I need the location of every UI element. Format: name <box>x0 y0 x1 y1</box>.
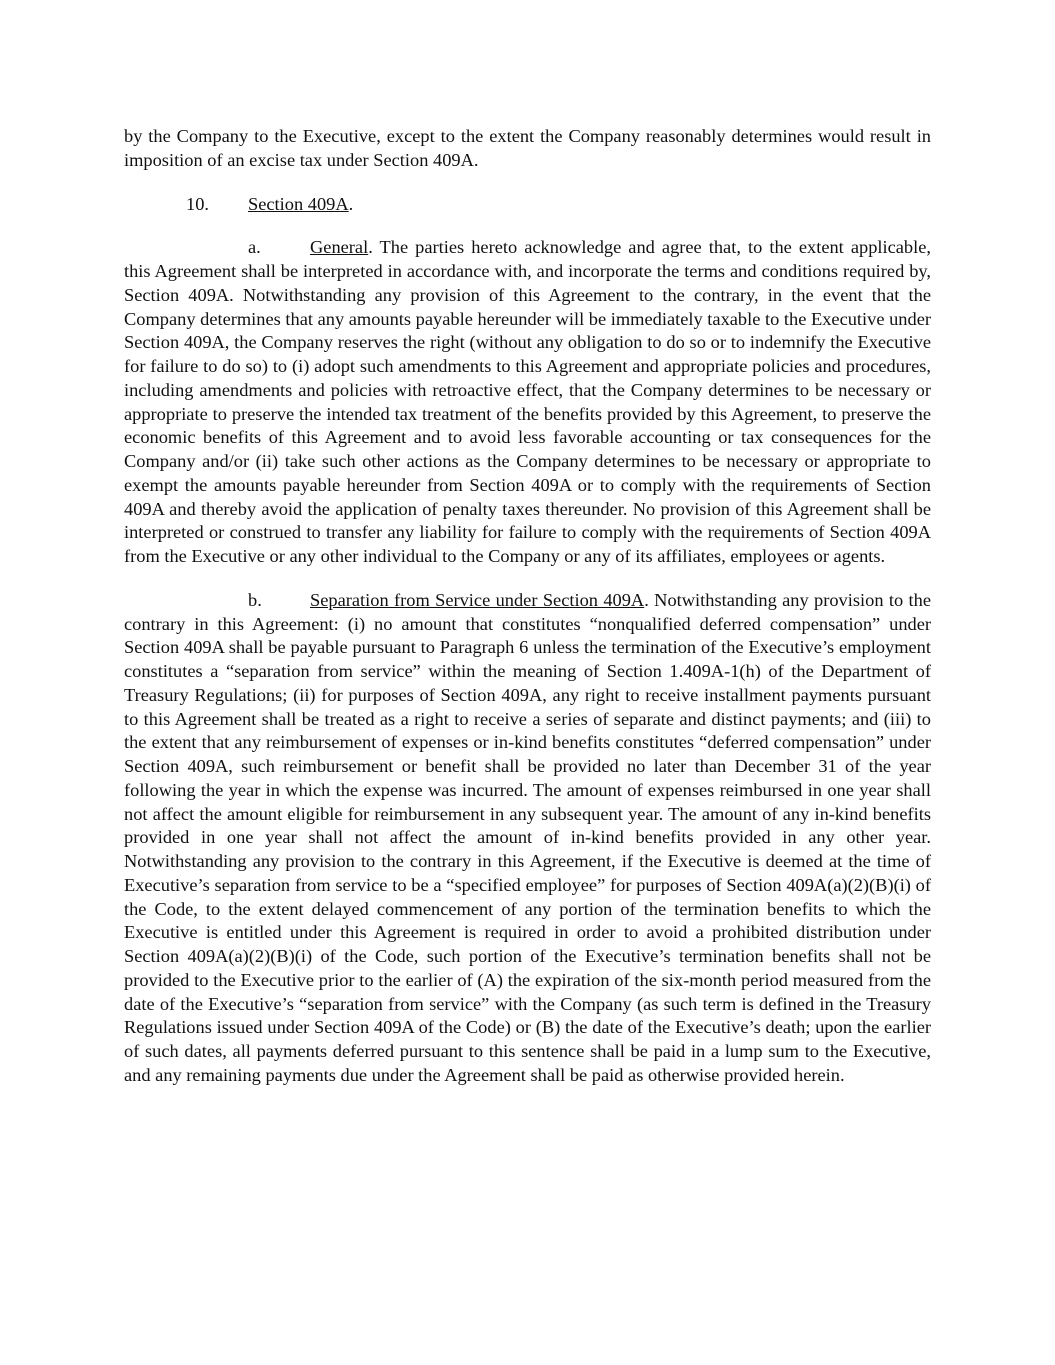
subsection-b-body: Notwithstanding any provision to the contrary in this Agreement: (i) no amount that constitutes “nonqualified deferred compensation” under Section 409A shall be payable pursuant to Paragraph 6 unless the termination of the Executive’s employment constitutes a “separation from service” within the meaning of Section 1.409A-1(h) of the Department of Treasury Regulations; (ii) for purposes of Section 409A, any right to receive installment payments pursuant to this Agreement shall be treated as a right to receive a series of separate and distinct payments; and (iii) to the extent that any reimbursement of expenses or in-kind benefits constitutes “deferred compensation” under Section 409A, such reimbursement or benefit shall be provided no later than December 31 of the year following the year in which the expense was incurred. The amount of expenses reimbursed in one year shall not affect the amount eligible for reimbursement in any subsequent year. The amount of any in-kind benefits provided in one year shall not affect the amount of in-kind benefits provided in any other year. Notwithstanding any provision to the contrary in this Agreement, if the Executive is deemed at the time of Executive’s separation from service to be a “specified employee” for purposes of Section 409A(a)(2)(B)(i) of the Code, to the extent delayed commencement of any portion of the termination benefits to which the Executive is entitled under this Agreement is required in order to avoid a prohibited distribution under Section 409A(a)(2)(B)(i) of the Code, such portion of the Executive’s termination benefits shall not be provided to the Executive prior to the earlier of (A) the expiration of the six-month period measured from the date of the Executive’s “separation from service” with the Company (as such term is defined in the Treasury Regulations issued under Section 409A of the Code) or (B) the date of the Executive’s death; upon the earlier of such dates, all payments deferred pursuant to this sentence shall be paid in a lump sum to the Executive, and any remaining payments due under the Agreement shall be paid as otherwise provided herein. <box>124 589 931 1085</box>
subsection-a-label: a. <box>248 237 261 258</box>
subsection-b-heading: Separation from Service under Section 409A <box>310 589 645 610</box>
subsection-b-label: b. <box>248 589 262 610</box>
section-number: 10. <box>186 193 209 214</box>
section-heading <box>124 193 931 217</box>
subsection-a-heading: General <box>310 237 369 258</box>
subsection-a-body: The parties hereto acknowledge and agree that, to the extent applicable, this Agreement shall be interpreted in accordance with, and incorporate the terms and conditions required by, Section 409A. Notwithstanding any provision of this Agreement to the contrary, in the event that the Company determines that any amounts payable hereunder will be immediately taxable to the Executive under Section 409A, the Company reserves the right (without any obligation to do so or to indemnify the Executive for failure to do so) to (i) adopt such amendments to this Agreement and appropriate policies and procedures, including amendments and policies with retroactive effect, that the Company determines to be necessary or appropriate to preserve the intended tax treatment of the benefits provided by this Agreement, to preserve the economic benefits of this Agreement and to avoid less favorable accounting or tax consequences for the Company and/or (ii) take such other actions as the Company determines to be necessary or appropriate to exempt the amounts payable hereunder from Section 409A or to comply with the requirements of Section 409A and thereby avoid the application of penalty taxes thereunder. No provision of this Agreement shall be interpreted or construed to transfer any liability for failure to comply with the requirements of Section 409A from the Executive or any other individual to the Company or any of its affiliates, employees or agents. <box>124 237 931 566</box>
subsection-b-heading-period: . <box>644 589 649 610</box>
subsection-a-paragraph <box>124 236 931 569</box>
subsection-a-heading-period: . <box>368 237 373 258</box>
section-title-period: . <box>348 193 354 214</box>
document-page <box>124 125 931 1088</box>
section-title: Section 409A <box>248 193 349 214</box>
subsection-b-paragraph <box>124 589 931 1088</box>
intro-paragraph: by the Company to the Executive, except to the extent the Company reasonably determines would result in imposition of an excise tax under Section 409A. <box>124 126 931 170</box>
